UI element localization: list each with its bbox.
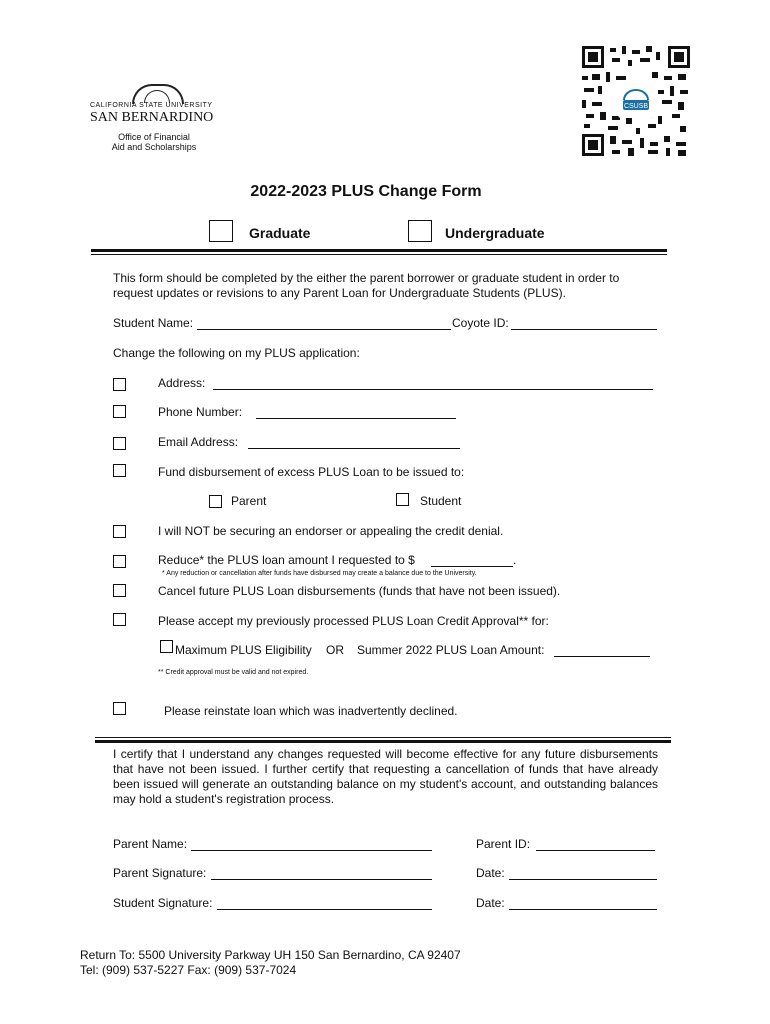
phone-label: Phone Number: <box>158 405 243 419</box>
contact-line: Tel: (909) 537-5227 Fax: (909) 537-7024 <box>80 963 297 977</box>
student-name-field[interactable] <box>197 316 451 330</box>
reinstate-checkbox[interactable] <box>113 702 126 715</box>
parent-date-label: Date: <box>476 866 505 880</box>
endorser-checkbox[interactable] <box>113 525 126 538</box>
logo-campus-name: SAN BERNARDINO <box>90 110 214 125</box>
change-heading: Change the following on my PLUS application: <box>113 346 360 360</box>
fund-disbursement-checkbox[interactable] <box>113 464 126 477</box>
qr-logo-text: CSUSB <box>623 103 649 110</box>
divider-top <box>91 249 667 252</box>
form-title: 2022-2023 PLUS Change Form <box>250 183 482 200</box>
parent-option-label: Parent <box>231 494 267 508</box>
reduce-checkbox[interactable] <box>113 555 126 568</box>
parent-date-field[interactable] <box>509 866 657 880</box>
office-name <box>90 132 218 152</box>
email-label: Email Address: <box>158 435 239 449</box>
email-checkbox[interactable] <box>113 437 126 450</box>
parent-id-label: Parent ID: <box>476 837 531 851</box>
credit-note: ** Credit approval must be valid and not expired. <box>158 669 309 676</box>
student-signature-label: Student Signature: <box>113 896 213 910</box>
endorser-label: I will NOT be securing an endorser or appealing the credit denial. <box>158 524 504 538</box>
phone-field[interactable] <box>256 405 456 419</box>
logo-university-line: CALIFORNIA STATE UNIVERSITY <box>90 102 213 109</box>
cancel-label: Cancel future PLUS Loan disbursements (funds that have not been issued). <box>158 584 561 598</box>
max-eligibility-checkbox[interactable] <box>160 640 173 653</box>
student-name-label: Student Name: <box>113 316 194 330</box>
summer-amount-field[interactable] <box>554 643 650 657</box>
parent-id-field[interactable] <box>536 837 655 851</box>
undergraduate-checkbox[interactable] <box>408 220 432 242</box>
accept-label: Please accept my previously processed PLUS Loan Credit Approval** for: <box>158 614 549 628</box>
graduate-checkbox[interactable] <box>209 220 233 242</box>
divider-bottom-thin <box>95 737 671 738</box>
student-signature-field[interactable] <box>217 896 432 910</box>
accept-checkbox[interactable] <box>113 613 126 626</box>
office-line-2: Aid and Scholarships <box>111 142 197 152</box>
cancel-checkbox[interactable] <box>113 584 126 597</box>
parent-name-label: Parent Name: <box>113 837 188 851</box>
qr-code-icon <box>582 46 690 156</box>
summer-amount-label: Summer 2022 PLUS Loan Amount: <box>357 643 545 657</box>
graduate-label: Graduate <box>249 225 311 241</box>
address-label: Address: <box>158 376 206 390</box>
coyote-id-label: Coyote ID: <box>452 316 509 330</box>
max-eligibility-label: Maximum PLUS Eligibility <box>175 643 312 657</box>
student-option-checkbox[interactable] <box>396 493 409 506</box>
email-field[interactable] <box>248 435 460 449</box>
certification-text: I certify that I understand any changes requested will become effective for any future disbursements that have not been issued. I further certify that requesting a cancellation of funds that have already been issued will generate an outstanding balance on my student's account, and outstanding balances may hold a student's registration process. <box>113 747 658 806</box>
reinstate-label: Please reinstate loan which was inadvertently declined. <box>164 704 458 718</box>
office-line-1: Office of Financial <box>118 132 190 142</box>
parent-name-field[interactable] <box>191 837 432 851</box>
divider-bottom <box>95 740 671 743</box>
student-option-label: Student <box>420 494 462 508</box>
return-address: Return To: 5500 University Parkway UH 150 San Bernardino, CA 92407 <box>80 948 461 962</box>
reduce-note: * Any reduction or cancellation after funds have disbursed may create a balance due to the University. <box>162 570 477 577</box>
address-checkbox[interactable] <box>113 378 126 391</box>
coyote-id-field[interactable] <box>511 316 657 330</box>
fund-disbursement-label: Fund disbursement of excess PLUS Loan to be issued to: <box>158 465 465 479</box>
student-date-field[interactable] <box>509 896 657 910</box>
divider-top-thin <box>91 254 667 255</box>
reduce-label: Reduce* the PLUS loan amount I requested to $ <box>158 553 415 567</box>
phone-checkbox[interactable] <box>113 405 126 418</box>
student-date-label: Date: <box>476 896 505 910</box>
reduce-period: . <box>513 553 517 567</box>
parent-signature-field[interactable] <box>211 866 432 880</box>
parent-option-checkbox[interactable] <box>209 495 222 508</box>
or-label: OR <box>326 643 344 657</box>
parent-signature-label: Parent Signature: <box>113 866 207 880</box>
reduce-amount-field[interactable] <box>431 553 513 567</box>
undergraduate-label: Undergraduate <box>445 225 545 241</box>
intro-text: This form should be completed by the either the parent borrower or graduate student in order to request updates or revisions to any Parent Loan for Undergraduate Students (PLUS). <box>113 271 620 300</box>
address-field[interactable] <box>213 376 653 390</box>
